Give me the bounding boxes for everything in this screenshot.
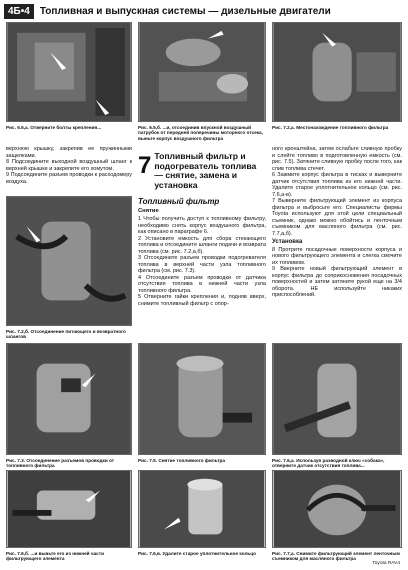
photo-fig-7-6a — [272, 343, 402, 455]
photo-fig-7-2b — [6, 196, 132, 326]
page-number: 4Б•4 — [4, 4, 34, 19]
caption-fig-7-7a: Рис. 7.7,а. Снимите фильтрующий элемент ленточным съемником для масляного фильтра — [272, 551, 400, 562]
section-heading — [138, 152, 266, 192]
caption-fig-7-6c: Рис. 7.6,в. Удалите старое уплотнительное кольцо — [138, 551, 257, 556]
middle-column-text — [138, 216, 266, 307]
caption-fig-6-5b: Рис. 6.5,б. ...и, отсоединив впускной воздушный патрубок от передней поперечины моторного отсека, выньте корпус воздушного фильтра — [138, 125, 263, 141]
photo-fig-6-5b — [138, 22, 266, 122]
page-header — [4, 4, 404, 19]
paragraph: 7 Выверните фильтрующий элемент из корпуса фильтра и выбросьте его. Специалисты фирмы Toyota используют для этой цели специальный съемник, однако можно обойтись и ленточным съемником для масляного фильтра (см. рис. 7.7,а,б). — [272, 198, 402, 237]
subheading-fuel-filter: Топливный фильтр — [138, 197, 220, 206]
caption-fig-6-5a: Рис. 6.5,а. Отверните болты крепления... — [6, 125, 102, 130]
photo-fig-6-5a — [6, 22, 132, 122]
step: 1 Чтобы получить доступ к топливному фильтру, необходимо снять корпус воздушного фильтра, как описано в параграфе 6. — [138, 216, 266, 235]
step: 5 Отверните гайки крепления и, подняв вверх, снимите топливный фильтр с опор- — [138, 294, 266, 307]
caption-fig-7-2a: Рис. 7.2,а. Местонахождение топливного фильтра — [272, 125, 389, 130]
subheading-removal: Снятие — [138, 208, 159, 214]
section-number: 7 — [138, 152, 152, 179]
photo-fig-7-6b — [6, 470, 132, 548]
step: 2 Установите емкость для сбора стекающего топлива и отсоедините шланги подачи и возврата топлива (см. рис. 7.2,а,б). — [138, 235, 266, 255]
paragraph: 9 Вверните новый фильтрующий элемент в корпус фильтра до соприкосновения посадочных поверхностей и затем затяните рукой еще на 3/4 оборота. НЕ используйте никаких приспособлений. — [272, 266, 402, 298]
paragraph: верхнюю крышку, закрепив ее пружинными защелками. — [6, 146, 132, 159]
installation-heading: Установка — [272, 239, 303, 245]
caption-fig-7-6b: Рис. 7.6,б. ...и выньте его из нижней части фильтрующего элемента — [6, 551, 104, 562]
paragraph: 9 Подсоедините разъем проводки к расходомеру воздуха. — [6, 172, 132, 185]
paragraph: 8 Подсоедините выходной воздушный шланг к верхней крышке и закрепите его хомутом. — [6, 159, 132, 172]
right-column-text — [272, 146, 402, 299]
caption-fig-7-3: Рис. 7.3. Отсоединение разъемов проводки от топливного фильтра — [6, 458, 115, 469]
paragraph: 8 Протрите посадочные поверхности корпуса и нового фильтрующего элемента и слегка смочите их топливом. — [272, 246, 402, 266]
step: 4 Отсоедините разъем проводки от датчика отсутствия топлива в нижней части узла топливного фильтра. — [138, 274, 266, 294]
left-column-text — [6, 146, 132, 185]
photo-fig-7-6c — [138, 470, 266, 548]
paragraph: ного кронштейна, затем ослабьте сливную пробку и слейте топливо в подготовленную емкость (см. рис. 7.5). Затяните сливную пробку после того, как слив топлива стечет. — [272, 146, 402, 172]
step: 3 Отсоедините разъем проводки подогревателя топлива в верхней части узла топливного фильтра (см. рис. 7.3). — [138, 255, 266, 274]
caption-fig-7-2b: Рис. 7.2,б. Отсоединение питающего и возвратного шлангов — [6, 329, 126, 340]
paragraph: 6 Зажмите корпус фильтра в тисках и выверните датчик отсутствия топлива из его нижней части. Удалите старое уплотнительное кольцо (см. рис. 7.6,а-в). — [272, 172, 402, 198]
photo-fig-7-7a — [272, 470, 402, 548]
page-footer: Toyota RAV4 — [372, 561, 400, 566]
photo-fig-7-2a — [272, 22, 402, 122]
photo-fig-7-5 — [138, 343, 266, 455]
section-title: Топливный фильтр и подогреватель топлива — снятие, замена и установка — [154, 151, 257, 190]
photo-fig-7-3 — [6, 343, 132, 455]
page-title: Топливная и выпускная системы — дизельные двигатели — [39, 6, 331, 17]
caption-fig-7-5: Рис. 7.5. Снятие топливного фильтра — [138, 458, 225, 463]
caption-fig-7-6a: Рис. 7.6,а. Используя разводной ключ «собака», отверните датчик отсутствия топлива... — [272, 458, 385, 469]
